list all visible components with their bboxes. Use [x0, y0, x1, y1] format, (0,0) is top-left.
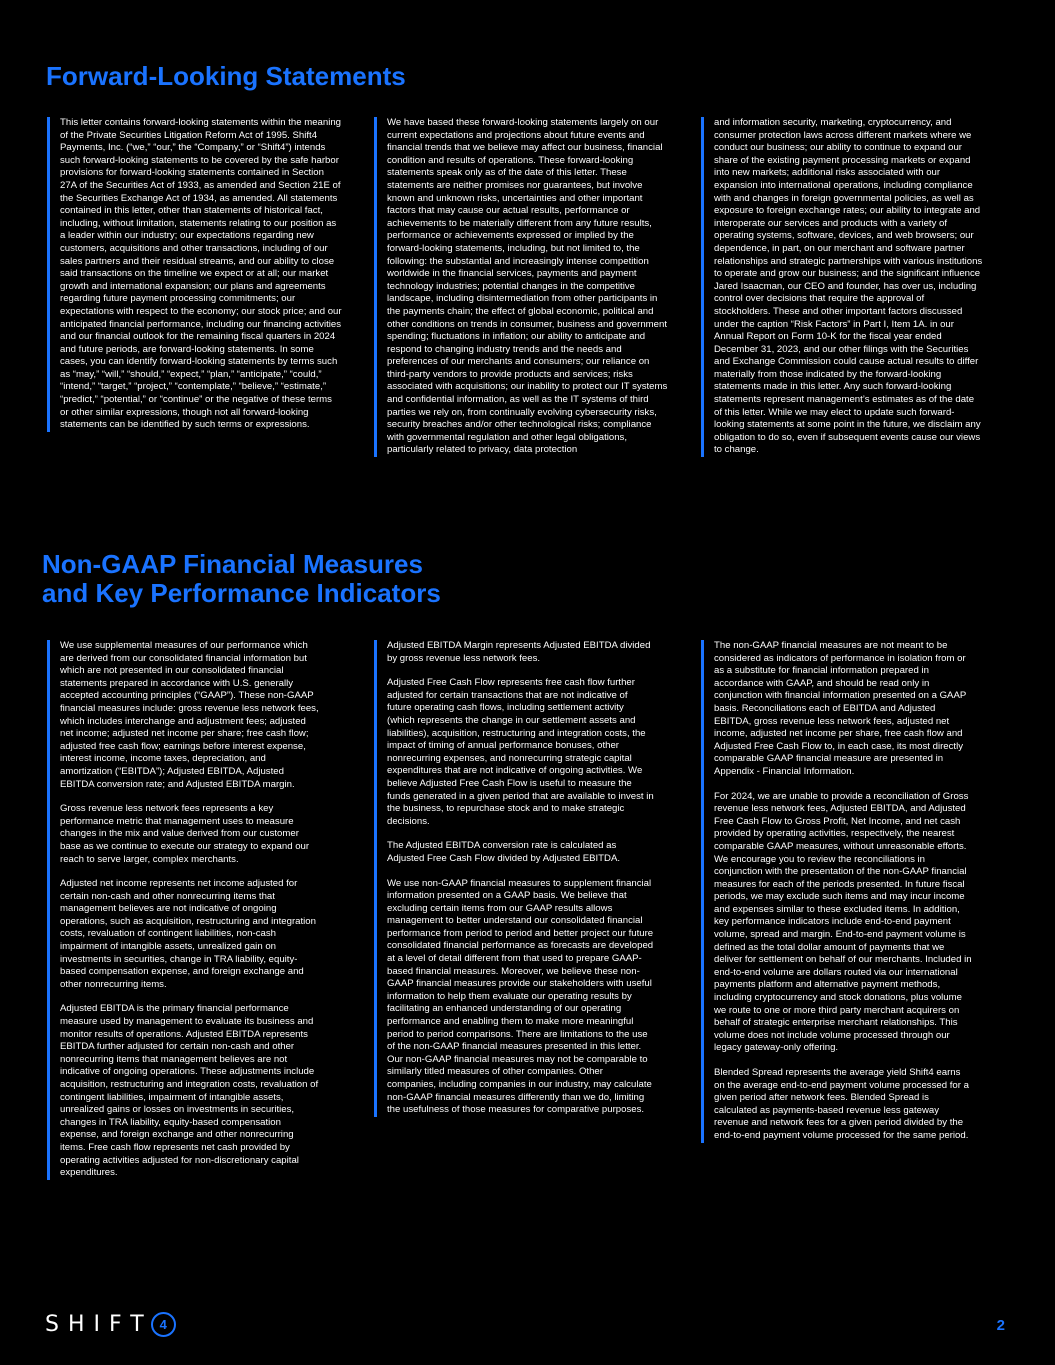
section-title-non-gaap	[42, 550, 441, 608]
non-gaap-column-2	[374, 640, 654, 1117]
title-line-2: and Key Performance Indicators	[42, 578, 441, 608]
logo-wordmark: SHIFT	[45, 1311, 153, 1337]
paragraph: The Adjusted EBITDA conversion rate is calculated as Adjusted Free Cash Flow divided by Adjusted EBITDA.	[387, 840, 621, 864]
paragraph: Adjusted Free Cash Flow represents free cash flow further adjusted for certain transactions that are not indicative of future operating cash flows, including settlement activity (which represents the change in our settlement assets and liabilities), acquisition, restructuring and integration costs, the impact of timing of annual performance bonuses, other nonrecurring expenses, and nonrecurring strategic capital expenditures that are not indicative of ongoing activities. We believe Adjusted Free Cash Flow is useful to measure the funds generated in a given period that are available to invest in the business, to repurchase stock and to make strategic decisions.	[387, 677, 654, 827]
forward-looking-column-3	[701, 117, 983, 457]
non-gaap-column-3	[701, 640, 973, 1143]
shift4-logo	[45, 1311, 176, 1337]
paragraph: Adjusted EBITDA Margin represents Adjusted EBITDA divided by gross revenue less network fees.	[387, 640, 651, 664]
paragraph: We have based these forward-looking statements largely on our current expectations and projections about future events and financial trends that we believe may affect our business, financial condition and results of operations. These forward-looking statements speak only as of the date of this letter. These statements are neither promises nor guarantees, but involve known and unknown risks, uncertainties and other important factors that may cause our actual results, performance or achievements to be materially different from any future results, performance or achievements expressed or implied by the forward-looking statements, including, but not limited to, the following: the substantial and increasingly intense competition worldwide in the financial services, payments and payment technology industries; potential changes in the competitive landscape, including disintermediation from other participants in the payments chain; the effect of global economic, political and other conditions on trends in consumer, business and government spending; fluctuations in inflation; our ability to anticipate and respond to changing industry trends and the needs and preferences of our merchants and consumers; our reliance on third-party vendors to provide products and services; risks associated with acquisitions; our inability to protect our IT systems and confidential information, as well as the IT systems of third parties we rely on, from continually evolving cybersecurity risks, security breaches and/or other technological risks; compliance with governmental regulation and other legal obligations, particularly related to privacy, data protection	[387, 117, 668, 456]
title-line-1: Non-GAAP Financial Measures	[42, 549, 423, 579]
paragraph: Gross revenue less network fees represents a key performance metric that management uses to measure changes in the mix and value derived from our customer base as we continue to execute our strategy to expand our reach to serve larger, complex merchants.	[60, 803, 310, 865]
paragraph: Adjusted net income represents net income adjusted for certain non-cash and other nonrecurring items that management believes are not indicative of ongoing operations, such as acquisition, restructuring and integration costs, revaluation of contingent liabilities, non-cash impairment of intangible assets, unrealized gain on investments in securities, change in TRA liability, equity-based compensation expense, and foreign exchange and other nonrecurring items.	[60, 878, 316, 990]
paragraph: Adjusted EBITDA is the primary financial performance measure used by management to evaluate its business and monitor results of operations. Adjusted EBITDA represents EBITDA further adjusted for certain non-cash and other nonrecurring items that management believes are not indicative of ongoing operations. These adjustments include acquisition, restructuring and integration costs, revaluation of contingent liabilities, impairment of intangible assets, unrealized gains or losses on investments in securities, changes in TRA liability, equity-based compensation expense, and foreign exchange and other nonrecurring items. Free cash flow represents net cash provided by operating activities adjusted for non-discretionary capital expenditures.	[60, 1003, 319, 1179]
paragraph: This letter contains forward-looking statements within the meaning of the Private Securities Litigation Reform Act of 1995. Shift4 Payments, Inc. (“we,” “our,” the “Company,” or “Shift4”) intends such forward-looking statements to be covered by the safe harbor provisions for forward-looking statements contained in Section 27A of the Securities Act of 1933, as amended and Section 21E of the Securities Exchange Act of 1934, as amended. All statements contained in this letter, other than statements of historical fact, including, without limitation, statements relating to our position as a leader within our industry; our expectations regarding new customers, acquisitions and other transactions, including of our sales partners and their residual streams, and our ability to close said transactions on the timeline we expect or at all; our market growth and international expansion; our plans and agreements regarding future payment processing commitments; our expectations with respect to the economy; our stock price; and our anticipated financial performance, including our financing activities and our financial outlook for the remaining fiscal quarters in 2024 and future periods, are forward-looking statements. In some cases, you can identify forward-looking statements by terms such as “may,” “will,” “should,” “expect,” “plan,” “anticipate,” “could,” “intend,” “target,” “project,” “contemplate,” “believe,” “estimate,” “predict,” “potential,” or “continue” or the negative of these terms or other similar expressions, though not all forward-looking statements can be identified by such terms or expressions.	[60, 117, 342, 431]
forward-looking-column-1	[47, 117, 343, 432]
section-title-forward-looking: Forward-Looking Statements	[46, 61, 406, 91]
paragraph: We use non-GAAP financial measures to supplement financial information presented on a GAAP basis. We believe that excluding certain items from our GAAP results allows management to better understand our consolidated financial performance from period to period and better project our future consolidated financial performance as forecasts are developed at a level of detail different from that used to prepare GAAP-based financial measures. Moreover, we believe these non-GAAP financial measures provide our stakeholders with useful information to help them evaluate our operating results by facilitating an enhanced understanding of our operating performance and enabling them to make more meaningful period to period comparisons. There are limitations to the use of the non-GAAP financial measures presented in this letter. Our non-GAAP financial measures may not be comparable to similarly titled measures of other companies. Other companies, including companies in our industry, may calculate non-GAAP financial measures differently than we do, limiting the usefulness of those measures for comparative purposes.	[387, 877, 654, 1116]
paragraph: and information security, marketing, cryptocurrency, and consumer protection laws across different markets where we conduct our business; our ability to continue to expand our share of the existing payment processing markets or expand into new markets; additional risks associated with our expansion into international operations, including compliance with and changes in foreign governmental policies, as well as exposure to foreign exchange rates; our ability to integrate and interoperate our services and products with a variety of operating systems, software, devices, and web browsers; our dependence, in part, on our merchant and software partner relationships and strategic partnerships with various institutions to operate and grow our business; and the significant influence Jared Isaacman, our CEO and founder, has over us, including control over decisions that require the approval of stockholders. These and other important factors discussed under the caption “Risk Factors” in Part I, Item 1A. in our Annual Report on Form 10-K for the fiscal year ended December 31, 2023, and our other filings with the Securities and Exchange Commission could cause actual results to differ materially from those indicated by the forward-looking statements made in this letter. Any such forward-looking statements represent management’s estimates as of the date of this letter. While we may elect to update such forward-looking statements at some point in the future, we disclaim any obligation to do so, even if subsequent events cause our views to change.	[714, 117, 983, 456]
paragraph: The non-GAAP financial measures are not meant to be considered as indicators of performance in isolation from or as a substitute for financial information prepared in accordance with GAAP, and should be read only in conjunction with financial information presented on a GAAP basis. Reconciliations each of EBITDA and Adjusted EBITDA, gross revenue less network fees, adjusted net income, adjusted net income per share, free cash flow and Adjusted Free Cash Flow to, in each case, its most directly comparable GAAP financial measure are presented in Appendix - Financial Information.	[714, 640, 967, 777]
paragraph: Blended Spread represents the average yield Shift4 earns on the average end-to-end payment volume processed for a given period after network fees. Blended Spread is calculated as payments-based revenue less gateway revenue and network fees for a given period divided by the end-to-end payment volume processed for the same period.	[714, 1067, 969, 1141]
paragraph: We use supplemental measures of our performance which are derived from our consolidated financial information but which are not presented in our consolidated financial statements prepared in accordance with U.S. generally accepted accounting principles (“GAAP”). These non-GAAP financial measures include: gross revenue less network fees, which includes interchange and adjustment fees; adjusted net income; adjusted net income per share; free cash flow; adjusted free cash flow; earnings before interest expense, interest income, income taxes, depreciation, and amortization (“EBITDA”); Adjusted EBITDA, Adjusted EBITDA conversion rate; and Adjusted EBITDA margin.	[60, 640, 319, 790]
page-number: 2	[996, 1317, 1005, 1334]
forward-looking-column-2	[374, 117, 668, 457]
logo-circle-4-icon: 4	[151, 1312, 176, 1337]
non-gaap-column-1	[47, 640, 319, 1180]
paragraph: For 2024, we are unable to provide a reconciliation of Gross revenue less network fees, Adjusted EBITDA, and Adjusted Free Cash Flow to Gross Profit, Net Income, and net cash provided by operating activities, respectively, the nearest comparable GAAP measures, without unreasonable efforts. We encourage you to review the reconciliations in conjunction with the presentation of the non-GAAP financial measures for each of the periods presented. In future fiscal periods, we may exclude such items and may incur income and expenses similar to these excluded items. In addition, key performance indicators include end-to-end payment volume, spread and margin. End-to-end payment volume is defined as the total dollar amount of payments that we deliver for settlement on behalf of our merchants. Included in end-to-end volume are dollars routed via our international payments platform and alternative payment methods, including cryptocurrency and stock donations, plus volume we route to one or more third party merchant acquirers on behalf of strategic enterprise merchant relationships. This volume does not include volume processed through our legacy gateway-only offering.	[714, 790, 972, 1054]
